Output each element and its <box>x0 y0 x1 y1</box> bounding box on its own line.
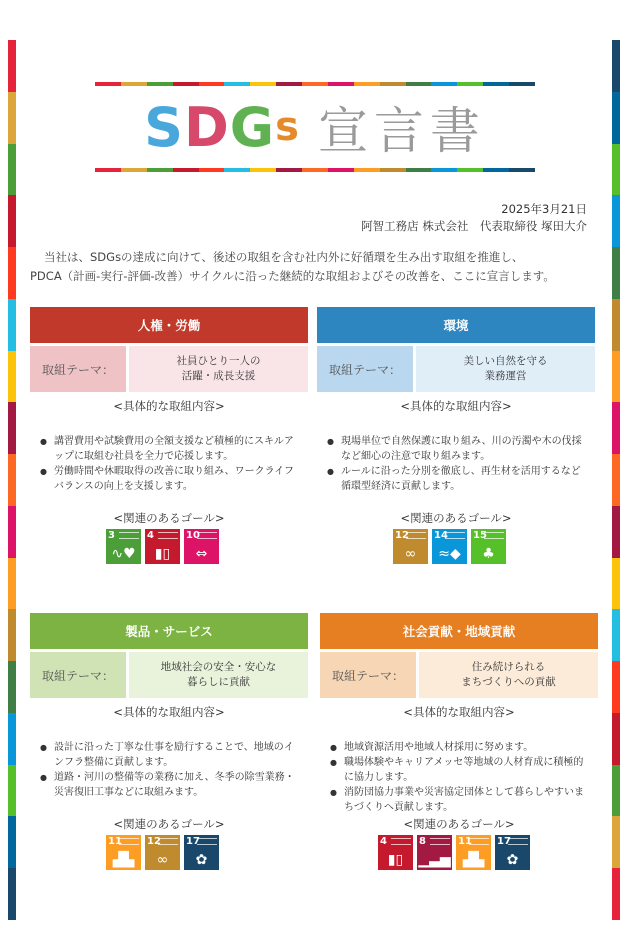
panel-title: 人権・労働 <box>30 307 308 343</box>
theme-row <box>30 652 308 698</box>
sdg-goal-12-tile <box>145 835 180 870</box>
theme-value <box>129 346 308 392</box>
rule-segment <box>302 82 328 86</box>
goal-caption-lines <box>158 838 178 845</box>
rule-segment <box>121 168 147 172</box>
stripe-segment <box>612 816 620 868</box>
rule-segment <box>431 82 457 86</box>
content-bullet-list <box>30 434 308 494</box>
theme-value-line-1: 住み続けられる <box>471 661 546 673</box>
stripe-segment <box>8 195 16 247</box>
related-goals-title: <関連のあるゴール> <box>113 817 225 831</box>
rule-segment <box>457 82 483 86</box>
related-goals-title: <関連のあるゴール> <box>403 817 515 831</box>
content-bullet: ● ルールに沿った分別を徹底し、再生材を活用するなど循環型経済に貢献します。 <box>327 464 587 494</box>
page-title <box>95 92 535 162</box>
goal-number: 11 <box>458 836 472 847</box>
goal-number: 14 <box>434 530 448 541</box>
goal-caption-lines <box>119 838 139 845</box>
content-bullet: ● 消防団協力事業や災害協定団体として暮らしやすいまちづくりへ貢献します。 <box>330 785 590 815</box>
stripe-segment <box>8 816 16 868</box>
goal-number: 17 <box>497 836 511 847</box>
goal-number: 4 <box>380 836 387 847</box>
stripe-segment <box>8 92 16 144</box>
company-signer: 阿智工務店 株式会社 代表取締役 塚田大介 <box>361 219 587 233</box>
stripe-segment <box>8 247 16 299</box>
theme-value-line-2: 業務運営 <box>484 370 527 382</box>
panel-community-contribution <box>320 613 598 873</box>
related-goals-row <box>393 529 506 564</box>
partnership-icon: ✿ <box>506 852 519 868</box>
stripe-segment <box>8 454 16 506</box>
theme-row <box>30 346 308 392</box>
rule-segment <box>302 168 328 172</box>
rule-segment <box>250 82 276 86</box>
equality-icon: ⇔ <box>195 546 208 562</box>
city-icon: ▟▙ <box>112 852 135 868</box>
stripe-segment <box>8 299 16 351</box>
rule-segment <box>406 168 432 172</box>
fish-icon: ≈◆ <box>438 546 461 562</box>
rule-segment <box>199 168 225 172</box>
goal-caption-lines <box>119 532 139 539</box>
rule-segment <box>173 168 199 172</box>
goal-number: 4 <box>147 530 154 541</box>
sdg-goal-11-tile <box>456 835 491 870</box>
rule-segment <box>483 82 509 86</box>
goal-number: 17 <box>186 836 200 847</box>
rule-segment <box>328 168 354 172</box>
goal-number: 12 <box>395 530 409 541</box>
title-letter-g: G <box>229 95 276 159</box>
right-sdg-color-stripe <box>612 40 620 920</box>
rule-segment <box>224 82 250 86</box>
content-bullet: ● 職場体験やキャリアメッセ等地域の人材育成に積極的に協力します。 <box>330 755 590 785</box>
goal-number: 15 <box>473 530 487 541</box>
goal-caption-lines <box>469 838 489 845</box>
goal-number: 10 <box>186 530 200 541</box>
stripe-segment <box>612 92 620 144</box>
sdg-goal-17-tile <box>184 835 219 870</box>
theme-label: 取組テーマ： <box>320 652 416 698</box>
theme-value-line-1: 美しい自然を守る <box>463 355 548 367</box>
intro-statement <box>30 248 602 286</box>
rule-segment <box>457 168 483 172</box>
stripe-segment <box>8 713 16 765</box>
rule-segment <box>276 82 302 86</box>
content-bullet-list <box>320 740 598 815</box>
rule-segment <box>509 168 535 172</box>
stripe-segment <box>612 247 620 299</box>
rule-segment <box>406 82 432 86</box>
title-letter-d: D <box>183 95 230 159</box>
intro-line-2: PDCA（計画-実行-評価-改善）サイクルに沿った継続的な取組およびその改善を、ここに宣言します。 <box>30 269 555 283</box>
rule-segment <box>431 168 457 172</box>
content-bullet: ● 設計に沿った丁寧な仕事を励行することで、地域のインフラ整備に貢献します。 <box>40 740 300 770</box>
goal-caption-lines <box>430 838 450 845</box>
content-section-title: <具体的な取組内容> <box>403 705 515 719</box>
theme-value-line-2: 活躍・成長支援 <box>181 370 256 382</box>
goal-caption-lines <box>484 532 504 539</box>
stripe-segment <box>612 506 620 558</box>
panel-title: 製品・サービス <box>30 613 308 649</box>
goal-caption-lines <box>197 838 217 845</box>
panel-title: 社会貢献・地域貢献 <box>320 613 598 649</box>
stripe-segment <box>612 40 620 92</box>
goal-number: 8 <box>419 836 426 847</box>
stripe-segment <box>612 454 620 506</box>
theme-row <box>320 652 598 698</box>
stripe-segment <box>8 402 16 454</box>
rule-segment <box>483 168 509 172</box>
sdg-goal-12-tile <box>393 529 428 564</box>
panel-products-services <box>30 613 308 873</box>
stripe-segment <box>612 195 620 247</box>
sdg-goal-14-tile <box>432 529 467 564</box>
tree-icon: ♣ <box>482 546 495 562</box>
theme-label: 取組テーマ： <box>30 652 126 698</box>
theme-value-line-1: 社員ひとり一人の <box>176 355 261 367</box>
rule-segment <box>121 82 147 86</box>
theme-value-line-2: まちづくりへの貢献 <box>461 676 556 688</box>
stripe-segment <box>612 765 620 817</box>
goal-number: 12 <box>147 836 161 847</box>
goal-number: 3 <box>108 530 115 541</box>
stripe-segment <box>612 661 620 713</box>
stripe-segment <box>8 868 16 920</box>
sdg-goal-15-tile <box>471 529 506 564</box>
book-icon: ▮▯ <box>387 852 404 868</box>
book-icon: ▮▯ <box>154 546 171 562</box>
sdg-goal-8-tile <box>417 835 452 870</box>
theme-value <box>416 346 595 392</box>
content-bullet: ● 道路・河川の整備等の業務に加え、冬季の除雪業務・災害復旧工事などに取組みます。 <box>40 770 300 800</box>
theme-label: 取組テーマ： <box>317 346 413 392</box>
content-section-title: <具体的な取組内容> <box>400 399 512 413</box>
infinity-icon: ∞ <box>404 546 417 562</box>
goal-number: 11 <box>108 836 122 847</box>
content-bullet: ● 講習費用や試験費用の全額支援など積極的にスキルアップに取組む社員を全力で応援します。 <box>40 434 300 464</box>
sdg-goal-11-tile <box>106 835 141 870</box>
intro-line-1: 当社は、SDGsの達成に向けて、後述の取組を含む社内外に好循環を生み出す取組を推進し、 <box>44 250 524 264</box>
sdg-goal-4-tile <box>378 835 413 870</box>
content-bullet-list <box>30 740 308 800</box>
related-goals-row <box>106 529 219 564</box>
rule-segment <box>95 168 121 172</box>
goal-caption-lines <box>391 838 411 845</box>
content-section-title: <具体的な取組内容> <box>113 399 225 413</box>
title-bottom-rule <box>95 168 535 172</box>
goal-caption-lines <box>508 838 528 845</box>
stripe-segment <box>612 351 620 403</box>
infinity-icon: ∞ <box>156 852 169 868</box>
theme-value-line-2: 暮らしに貢献 <box>187 676 250 688</box>
rule-segment <box>250 168 276 172</box>
related-goals-title: <関連のあるゴール> <box>400 511 512 525</box>
stripe-segment <box>8 506 16 558</box>
panel-title: 環境 <box>317 307 595 343</box>
rule-segment <box>147 82 173 86</box>
partnership-icon: ✿ <box>195 852 208 868</box>
goal-caption-lines <box>197 532 217 539</box>
stripe-segment <box>8 351 16 403</box>
title-kanji: 宣言書 <box>317 102 486 160</box>
title-top-rule <box>95 82 535 86</box>
left-sdg-color-stripe <box>8 40 16 920</box>
rule-segment <box>199 82 225 86</box>
sdg-goal-17-tile <box>495 835 530 870</box>
rule-segment <box>276 168 302 172</box>
stripe-segment <box>612 609 620 661</box>
content-bullet: ● 現場単位で自然保護に取り組み、川の汚濁や木の伐採など細心の注意で取り組みます。 <box>327 434 587 464</box>
stripe-segment <box>612 144 620 196</box>
stripe-segment <box>612 868 620 920</box>
heartbeat-icon: ∿♥ <box>111 546 136 562</box>
content-bullet: ● 地域資源活用や地域人材採用に努めます。 <box>330 740 590 755</box>
content-bullet: ● 労働時間や休暇取得の改善に取り組み、ワークライフバランスの向上を支援します。 <box>40 464 300 494</box>
stripe-segment <box>612 713 620 765</box>
goal-caption-lines <box>158 532 178 539</box>
rule-segment <box>354 168 380 172</box>
sdg-goal-10-tile <box>184 529 219 564</box>
city-icon: ▟▙ <box>462 852 485 868</box>
theme-value-line-1: 地域社会の安全・安心な <box>160 661 277 673</box>
theme-row <box>317 346 595 392</box>
related-goals-row <box>106 835 219 870</box>
rule-segment <box>380 168 406 172</box>
goal-caption-lines <box>406 532 426 539</box>
stripe-segment <box>612 299 620 351</box>
related-goals-title: <関連のあるゴール> <box>113 511 225 525</box>
rule-segment <box>328 82 354 86</box>
rule-segment <box>354 82 380 86</box>
rule-segment <box>147 168 173 172</box>
rule-segment <box>509 82 535 86</box>
theme-label: 取組テーマ： <box>30 346 126 392</box>
stripe-segment <box>8 40 16 92</box>
theme-value <box>419 652 598 698</box>
rule-segment <box>380 82 406 86</box>
stripe-segment <box>8 144 16 196</box>
sdg-goal-3-tile <box>106 529 141 564</box>
sdg-goal-4-tile <box>145 529 180 564</box>
stripe-segment <box>8 558 16 610</box>
title-letter-small-s: s <box>275 104 300 150</box>
rule-segment <box>173 82 199 86</box>
stripe-segment <box>8 765 16 817</box>
stripe-segment <box>8 609 16 661</box>
related-goals-row <box>378 835 530 870</box>
panel-human-rights-labor <box>30 307 308 567</box>
content-bullet-list <box>317 434 595 494</box>
panel-environment <box>317 307 595 567</box>
stripe-segment <box>8 661 16 713</box>
rule-segment <box>95 82 121 86</box>
declaration-date: 2025年3月21日 <box>501 202 587 216</box>
growth-chart-icon: ▁▃▅ <box>418 852 451 868</box>
title-letter-s: S <box>144 95 184 159</box>
content-section-title: <具体的な取組内容> <box>113 705 225 719</box>
theme-value <box>129 652 308 698</box>
goal-caption-lines <box>445 532 465 539</box>
stripe-segment <box>612 558 620 610</box>
stripe-segment <box>612 402 620 454</box>
rule-segment <box>224 168 250 172</box>
